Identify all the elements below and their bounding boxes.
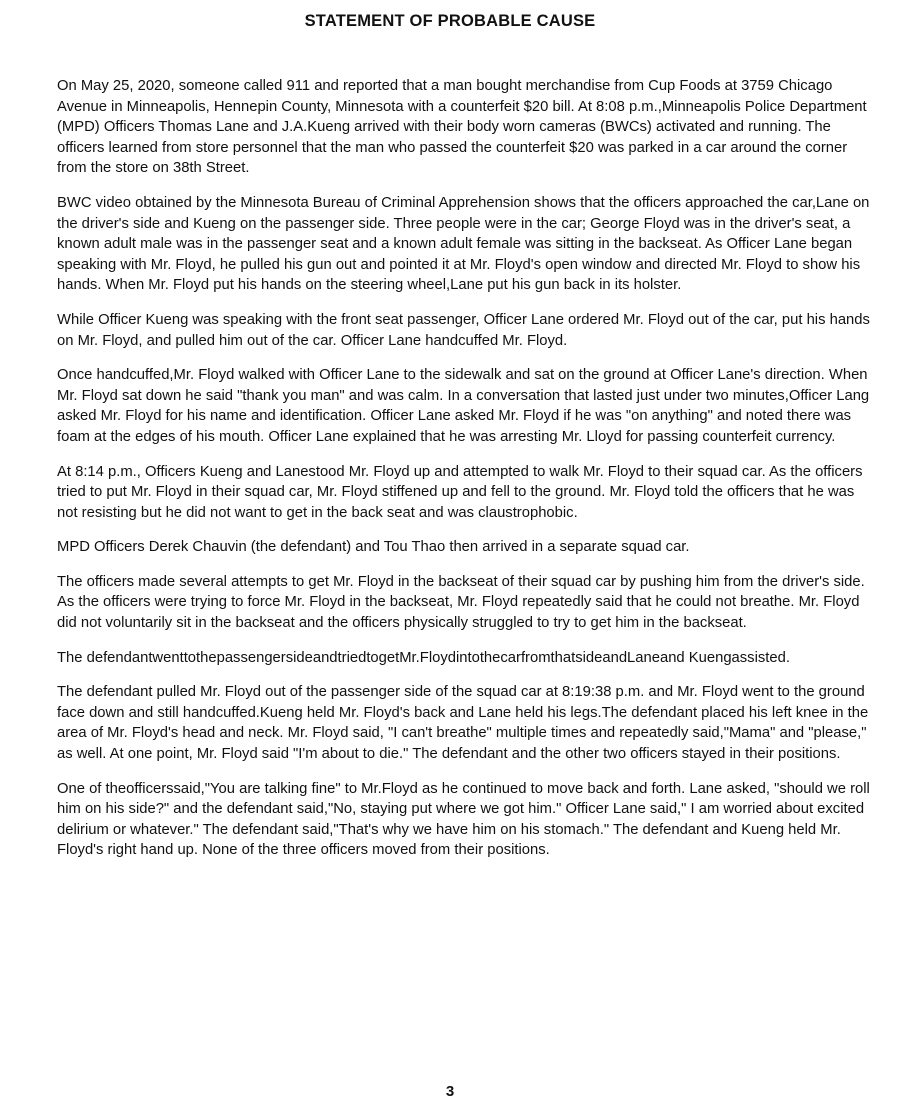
paragraph: The officers made several attempts to get Mr. Floyd in the backseat of their squad car by pushing him from the driver's side. As the officers were trying to force Mr. Floyd in the backseat, Mr. Floyd repeatedly said that he could not breathe. Mr. Floyd did not voluntarily sit in the backseat and the officers physically struggled to try to get him in the backseat. <box>57 573 865 632</box>
paragraph: BWC video obtained by the Minnesota Bureau of Criminal Apprehension shows that the officers approached the car,Lane on the driver's side and Kueng on the passenger side. Three people were in the car; George Floyd was in the driver's seat, a known adult male was in the passenger seat and a known adult female was sitting in the backseat. As Officer Lane began speaking with Mr. Floyd, he pulled his gun out and pointed it at Mr. Floyd's open window and directed Mr. Floyd to show his hands. When Mr. Floyd put his hands on the steering wheel,Lane put his gun back in its holster. <box>57 194 870 294</box>
paragraph: While Officer Kueng was speaking with the front seat passenger, Officer Lane ordered Mr. Floyd out of the car, put his hands on Mr. Floyd, and pulled him out of the car. Officer Lane handcuffed Mr. Floyd. <box>57 311 870 349</box>
document-body <box>57 76 872 875</box>
paragraph: The defendant pulled Mr. Floyd out of the passenger side of the squad car at 8:19:38 p.m. and Mr. Floyd went to the ground face down and still handcuffed.Kueng held Mr. Floyd's back and Lane held his legs.The defendant placed his left knee in the area of Mr. Floyd's head and neck. Mr. Floyd said, "I can't breathe" multiple times and repeatedly said,"Mama" and "please," as well. At one point, Mr. Floyd said "I'm about to die." The defendant and the other two officers stayed in their positions. <box>57 684 869 763</box>
paragraph: MPD Officers Derek Chauvin (the defendant) and Tou Thao then arrived in a separate squad car. <box>57 539 690 556</box>
paragraph: The defendantwenttothepassengersideandtriedtogetMr.FloydintothecarfromthatsideandLaneand Kuengassisted. <box>57 649 790 666</box>
paragraph: On May 25, 2020, someone called 911 and reported that a man bought merchandise from Cup Foods at 3759 Chicago Avenue in Minneapolis, Hennepin County, Minnesota with a counterfeit $20 bill. At 8:08 p.m.,Minneapolis Police Department (MPD) Officers Thomas Lane and J.A.Kueng arrived with their body worn cameras (BWCs) activated and running. The officers learned from store personnel that the man who passed the counterfeit $20 was parked in a car around the corner from the store on 38th Street. <box>57 78 867 177</box>
paragraph: Once handcuffed,Mr. Floyd walked with Officer Lane to the sidewalk and sat on the ground at Officer Lane's direction. When Mr. Floyd sat down he said "thank you man" and was calm. In a conversation that lasted just under two minutes,Officer Lang asked Mr. Floyd for his name and identification. Officer Lane asked Mr. Floyd if he was "on anything" and noted there was foam at the edges of his mouth. Officer Lane explained that he was arresting Mr. Lloyd for passing counterfeit currency. <box>57 367 870 445</box>
document-title: STATEMENT OF PROBABLE CAUSE <box>304 12 596 30</box>
page-number: 3 <box>445 1083 455 1100</box>
paragraph: One of theofficerssaid,"You are talking fine" to Mr.Floyd as he continued to move back and forth. Lane asked, "should we roll him on his side?" and the defendant said,"No, staying put where we got him." Officer Lane said," I am worried about excited delirium or whatever." The defendant said,"That's why we have him on his stomach." The defendant and Kueng held Mr. Floyd's right hand up. None of the three officers moved from their positions. <box>57 780 870 859</box>
paragraph: At 8:14 p.m., Officers Kueng and Lanestood Mr. Floyd up and attempted to walk Mr. Floyd to their squad car. As the officers tried to put Mr. Floyd in their squad car, Mr. Floyd stiffened up and fell to the ground. Mr. Floyd told the officers that he was not resisting but he did not want to get in the back seat and was claustrophobic. <box>57 463 863 521</box>
